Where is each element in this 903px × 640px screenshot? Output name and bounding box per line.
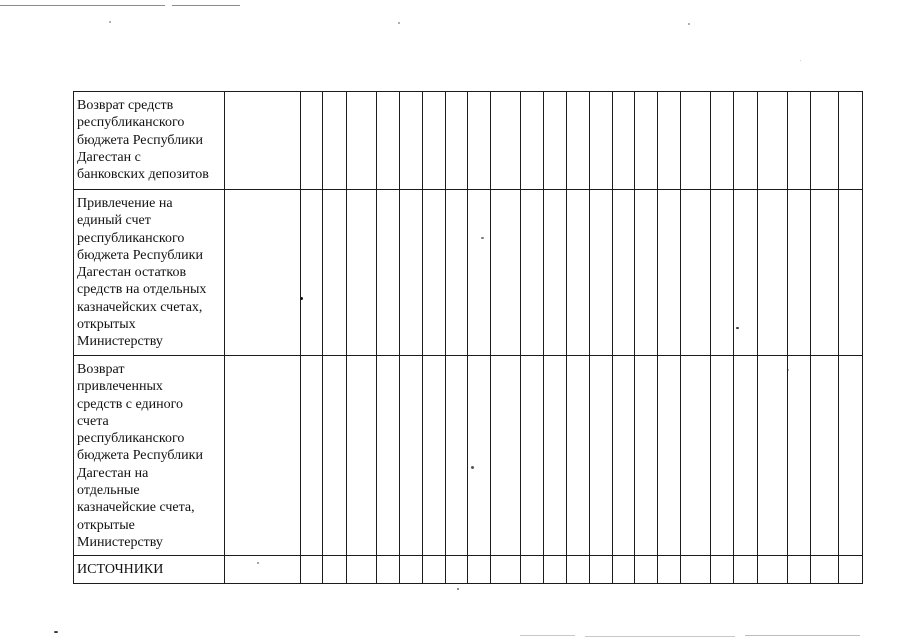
table-cell xyxy=(567,356,590,556)
table-cell xyxy=(839,92,863,190)
table-cell xyxy=(423,92,446,190)
table-cell xyxy=(734,92,758,190)
table-cell xyxy=(811,190,839,356)
table-cell xyxy=(491,356,521,556)
table-cell xyxy=(613,356,635,556)
row-label-line: открытые xyxy=(77,517,135,533)
table-cell xyxy=(788,190,811,356)
table-cell xyxy=(658,92,681,190)
table-cell xyxy=(590,556,613,584)
table-cell xyxy=(491,190,521,356)
table-cell xyxy=(758,556,788,584)
table-cell xyxy=(681,190,711,356)
table-cell xyxy=(544,92,567,190)
table-cell xyxy=(400,190,423,356)
table-cell xyxy=(544,556,567,584)
table-cell xyxy=(839,356,863,556)
table-cell xyxy=(811,556,839,584)
table-cell xyxy=(635,190,658,356)
table-cell xyxy=(658,356,681,556)
table-cell xyxy=(347,92,377,190)
row-label-line: ИСТОЧНИКИ xyxy=(77,562,164,577)
table-cell xyxy=(301,556,323,584)
table-cell xyxy=(711,356,734,556)
row-label-line: Дагестан с xyxy=(77,149,141,165)
row-label-cell xyxy=(74,92,225,190)
table-cell xyxy=(323,556,347,584)
table-cell xyxy=(323,356,347,556)
table-cell xyxy=(613,92,635,190)
table-cell xyxy=(423,190,446,356)
row-label-cell xyxy=(74,190,225,356)
table-cell xyxy=(567,190,590,356)
row-label-line: Дагестан остатков xyxy=(77,265,187,281)
table-cell xyxy=(613,190,635,356)
table-cell xyxy=(400,556,423,584)
row-label-line: республиканского xyxy=(77,115,185,131)
row-label-line: бюджета Республики xyxy=(77,448,203,464)
table-cell xyxy=(590,356,613,556)
table-cell xyxy=(423,356,446,556)
row-label-line: Возврат xyxy=(77,362,125,377)
table-cell xyxy=(658,556,681,584)
table-cell xyxy=(521,190,544,356)
scan-edge-line xyxy=(0,5,165,6)
table-cell xyxy=(468,92,491,190)
table-cell xyxy=(347,190,377,356)
table-cell xyxy=(613,556,635,584)
table-cell xyxy=(446,356,468,556)
row-label-line: казначейские счета, xyxy=(77,500,195,516)
row-label-cell xyxy=(74,556,225,584)
table-cell xyxy=(635,356,658,556)
table-cell xyxy=(567,556,590,584)
table-cell xyxy=(734,190,758,356)
row-label-cell xyxy=(74,356,225,556)
table-cell xyxy=(468,190,491,356)
table-cell xyxy=(423,556,446,584)
table-row xyxy=(74,92,863,190)
table-cell xyxy=(347,356,377,556)
row-label-line: бюджета Республики xyxy=(77,247,203,263)
table-cell xyxy=(521,556,544,584)
table-cell xyxy=(521,92,544,190)
table-cell xyxy=(734,556,758,584)
table-cell xyxy=(446,92,468,190)
row-label-line: республиканского xyxy=(77,431,185,447)
table-cell xyxy=(521,356,544,556)
table-cell xyxy=(323,190,347,356)
table-cell xyxy=(377,556,400,584)
table-cell xyxy=(567,92,590,190)
table-cell xyxy=(301,92,323,190)
table-cell xyxy=(711,556,734,584)
scan-speck xyxy=(688,23,690,25)
table-cell xyxy=(788,556,811,584)
scan-speck xyxy=(109,21,111,23)
row-label-line: единый счет xyxy=(77,213,151,229)
table-cell xyxy=(225,556,301,584)
scan-speck xyxy=(54,631,58,633)
row-label-line: республиканского xyxy=(77,230,185,246)
table-cell xyxy=(788,92,811,190)
row-label-line: Министерству xyxy=(77,334,163,350)
table-cell xyxy=(491,556,521,584)
scan-edge-line xyxy=(172,5,240,6)
table-cell xyxy=(377,190,400,356)
data-table xyxy=(73,91,863,584)
table-row xyxy=(74,556,863,584)
row-label-line: Привлечение на xyxy=(77,196,173,211)
row-label-line: средств на отдельных xyxy=(77,282,207,298)
table-cell xyxy=(225,190,301,356)
table-cell xyxy=(758,92,788,190)
table-cell xyxy=(301,356,323,556)
row-label-line: Министерству xyxy=(77,534,163,550)
table-cell xyxy=(711,92,734,190)
row-label-line: привлеченных xyxy=(77,379,163,395)
table-cell xyxy=(711,190,734,356)
scan-edge-line xyxy=(745,635,860,636)
table-cell xyxy=(811,356,839,556)
table-cell xyxy=(491,92,521,190)
row-label-line: средств с единого xyxy=(77,396,184,412)
row-label-line: отдельные xyxy=(77,483,140,499)
table-cell xyxy=(544,190,567,356)
scan-edge-line xyxy=(520,635,575,636)
table-cell xyxy=(734,356,758,556)
scan-edge-line xyxy=(585,636,735,637)
row-label-line: бюджета Республики xyxy=(77,132,203,148)
row-label-line: банковских депозитов xyxy=(77,167,209,183)
table-cell xyxy=(681,356,711,556)
table-cell xyxy=(758,190,788,356)
table-cell xyxy=(446,190,468,356)
table-cell xyxy=(681,92,711,190)
row-label-line: казначейских счетах, xyxy=(77,299,203,315)
table-cell xyxy=(468,356,491,556)
table-cell xyxy=(590,92,613,190)
table-cell xyxy=(468,556,491,584)
table-cell xyxy=(590,190,613,356)
table-cell xyxy=(347,556,377,584)
table-cell xyxy=(301,190,323,356)
table-cell xyxy=(635,556,658,584)
table-cell xyxy=(811,92,839,190)
table-cell xyxy=(544,356,567,556)
table-cell xyxy=(446,556,468,584)
table-row xyxy=(74,356,863,556)
table-cell xyxy=(658,190,681,356)
scan-speck xyxy=(398,22,400,24)
table-cell xyxy=(225,92,301,190)
scan-speck xyxy=(800,60,801,61)
scan-speck xyxy=(457,588,459,590)
table-cell xyxy=(377,92,400,190)
table-cell xyxy=(323,92,347,190)
row-label-line: счета xyxy=(77,413,109,429)
table-cell xyxy=(839,190,863,356)
table-cell xyxy=(681,556,711,584)
table-cell xyxy=(839,556,863,584)
table-cell xyxy=(788,356,811,556)
table-cell xyxy=(400,92,423,190)
table-cell xyxy=(377,356,400,556)
table-cell xyxy=(758,356,788,556)
row-label-line: открытых xyxy=(77,317,136,333)
row-label-line: Дагестан на xyxy=(77,465,149,481)
row-label-line: Возврат средств xyxy=(77,98,174,113)
table-cell xyxy=(225,356,301,556)
table-cell xyxy=(400,356,423,556)
table-row xyxy=(74,190,863,356)
table-cell xyxy=(635,92,658,190)
